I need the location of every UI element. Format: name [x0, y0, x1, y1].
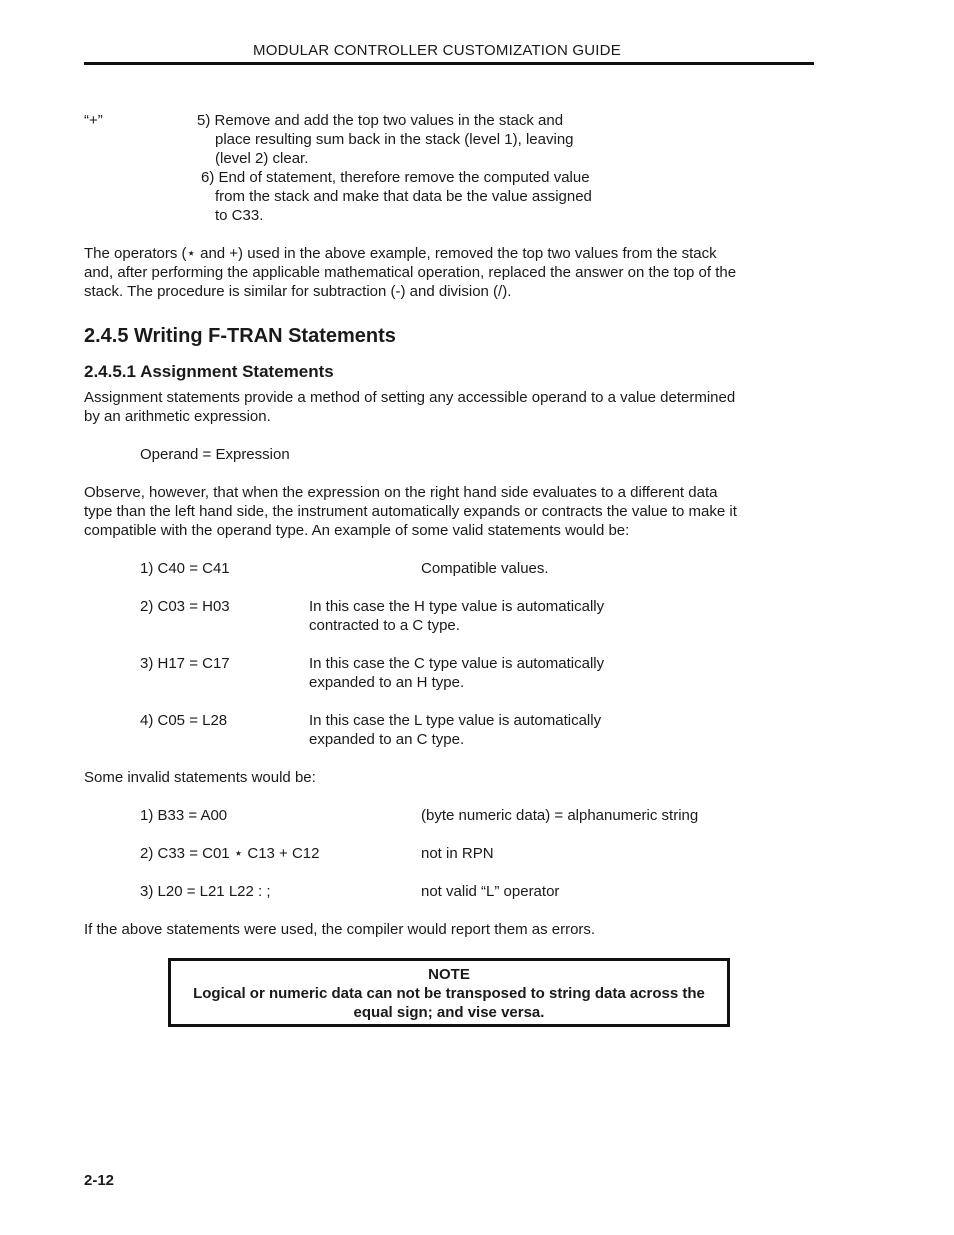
page-header-title: MODULAR CONTROLLER CUSTOMIZATION GUIDE — [253, 42, 621, 59]
invalid-statement-comment: (byte numeric data) = alphanumeric string — [421, 807, 699, 824]
valid-statement-comment — [309, 597, 604, 635]
step-6 — [201, 168, 592, 225]
intro-paragraph — [84, 244, 736, 301]
valid-statement-comment — [309, 711, 601, 749]
comment-line: contracted to a C type. — [309, 617, 460, 634]
paragraph-line: and, after performing the applicable mathematical operation, replaced the answer on the top of the — [84, 264, 737, 281]
paragraph-line: compatible with the operand type. An example of some valid statements would be: — [84, 522, 630, 539]
valid-statement-code: 3) H17 = C17 — [140, 655, 230, 672]
step-6-line: 6) End of statement, therefore remove the computed value — [201, 169, 590, 186]
invalid-statement-code: 2) C33 = C01 ⋆ C13 + C12 — [140, 845, 320, 862]
subsection-heading: 2.4.5.1 Assignment Statements — [84, 362, 334, 381]
note-title: NOTE — [428, 966, 470, 983]
observe-paragraph — [84, 483, 737, 540]
step-5-line: place resulting sum back in the stack (level 1), leaving — [215, 131, 574, 148]
paragraph-line: stack. The procedure is similar for subtraction (-) and division (/). — [84, 283, 512, 300]
step-operator-label: “+” — [84, 112, 103, 129]
note-line: equal sign; and vise versa. — [353, 1004, 545, 1021]
invalid-intro: Some invalid statements would be: — [84, 769, 316, 786]
page-number: 2-12 — [84, 1172, 115, 1189]
invalid-statement-comment: not in RPN — [421, 845, 494, 862]
paragraph-line: by an arithmetic expression. — [84, 408, 271, 425]
paragraph-line: The operators (⋆ and +) used in the above example, removed the top two values from the stack — [84, 245, 717, 262]
valid-statement-code: 1) C40 = C41 — [140, 560, 230, 577]
step-5-line: 5) Remove and add the top two values in the stack and — [197, 112, 564, 129]
comment-line: In this case the C type value is automatically — [309, 655, 605, 672]
paragraph-line: Observe, however, that when the expression on the right hand side evaluates to a different data — [84, 484, 718, 501]
paragraph-line: Assignment statements provide a method of setting any accessible operand to a value determined — [84, 389, 736, 406]
invalid-statement-code: 1) B33 = A00 — [140, 807, 228, 824]
valid-statement-code: 4) C05 = L28 — [140, 712, 228, 729]
valid-statement-comment — [309, 654, 604, 692]
comment-line: expanded to an H type. — [309, 674, 465, 691]
invalid-statement-comment: not valid “L” operator — [421, 883, 560, 900]
comment-line: In this case the H type value is automatically — [309, 598, 605, 615]
step-5 — [197, 111, 574, 168]
valid-statement-comment: Compatible values. — [421, 560, 549, 577]
note-box — [168, 958, 730, 1027]
paragraph-line: type than the left hand side, the instrument automatically expands or contracts the value to make it — [84, 503, 737, 520]
note-line: Logical or numeric data can not be transposed to string data across the — [193, 985, 705, 1002]
assignment-description — [84, 388, 735, 426]
header-divider — [84, 62, 814, 65]
comment-line: In this case the L type value is automatically — [309, 712, 602, 729]
invalid-statement-code: 3) L20 = L21 L22 : ; — [140, 883, 271, 900]
syntax-line: Operand = Expression — [140, 446, 290, 463]
step-6-line: to C33. — [215, 207, 264, 224]
step-6-line: from the stack and make that data be the value assigned — [215, 188, 592, 205]
comment-line: expanded to an C type. — [309, 731, 465, 748]
errors-paragraph: If the above statements were used, the compiler would report them as errors. — [84, 921, 596, 938]
section-heading: 2.4.5 Writing F-TRAN Statements — [84, 325, 396, 347]
step-5-line: (level 2) clear. — [215, 150, 309, 167]
valid-statement-code: 2) C03 = H03 — [140, 598, 230, 615]
